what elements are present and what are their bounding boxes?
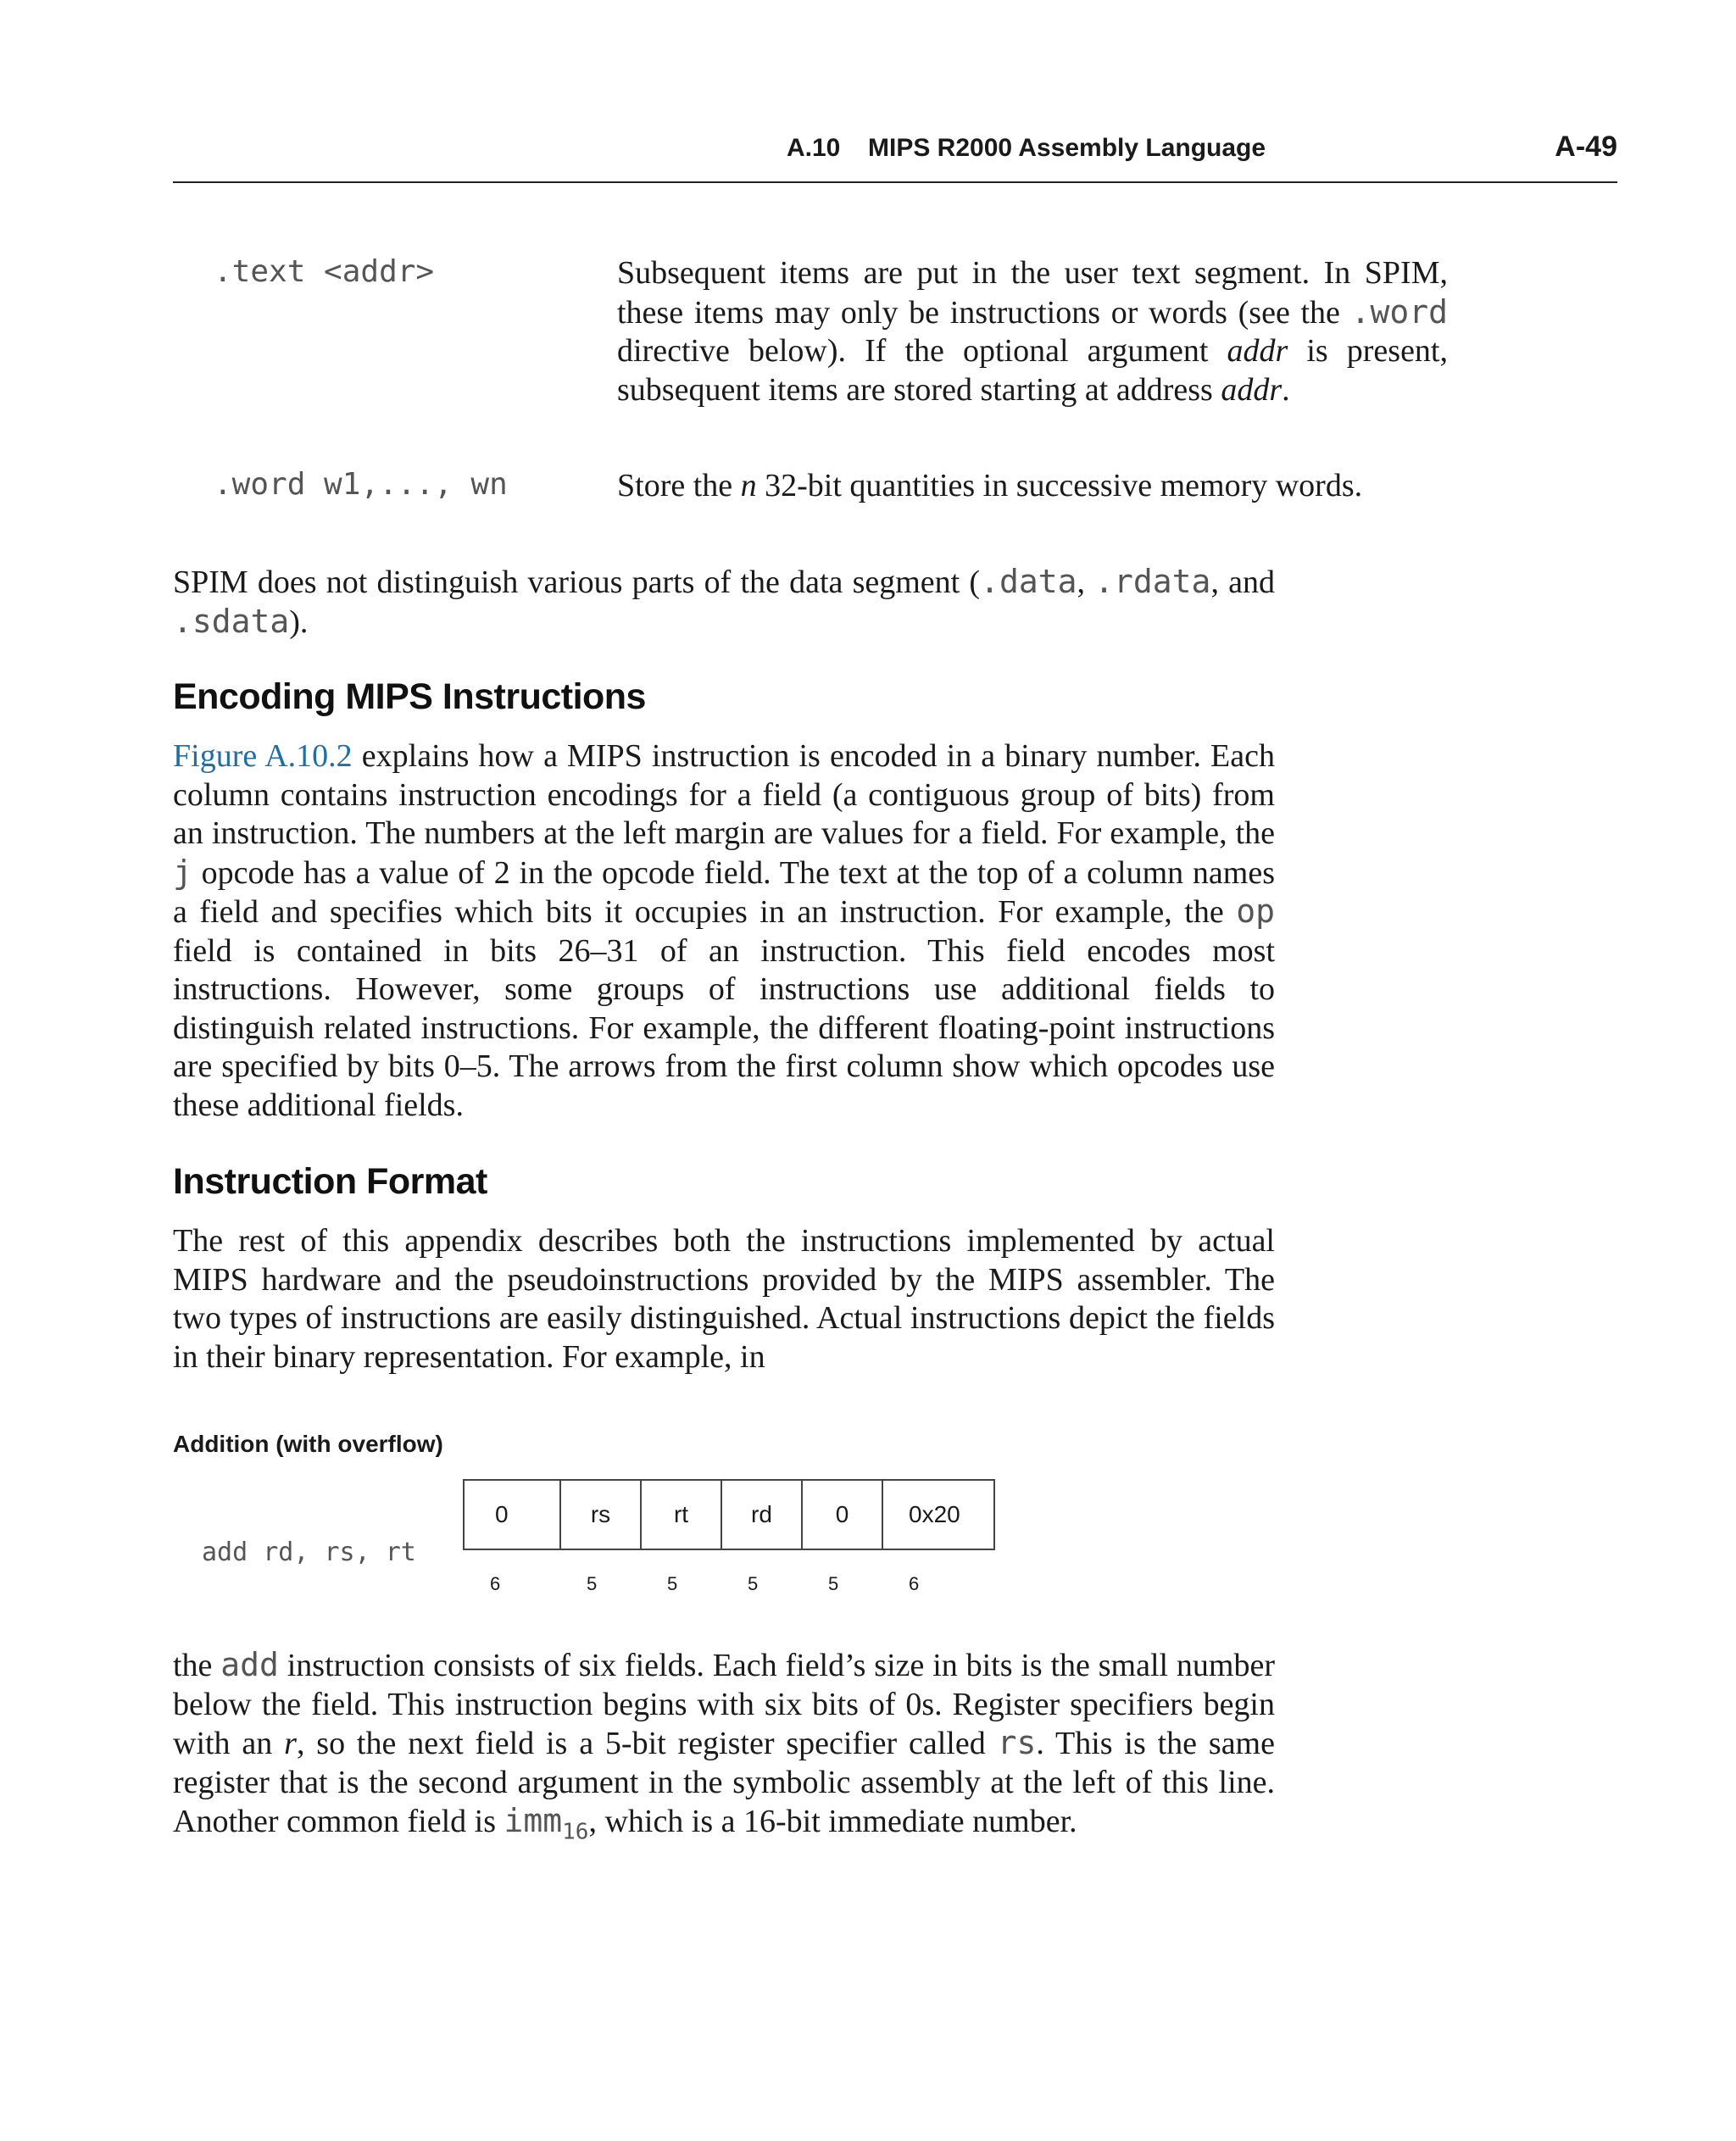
add-explanation-paragraph: the add instruction consists of six fields. Each field’s size in bits is the small number below the field. This instruction begins with six bits of 0s. Register specifiers begin with an r, so the next field is a 5-bit register specifier called rs. This is the same register that is the second argument in the symbolic assembly at the left of this line. Another common field is imm$_{16}$, which is a 16-bit immediate number. [173, 1646, 1275, 1845]
header-section-number: A.10 [787, 134, 841, 162]
directive-description: Subsequent items are put in the user text segment. In SPIM, these items may only be instructions or words (see the .word directive below). If the optional argument addr is present, subsequent items are stored starting at address addr. [617, 255, 1448, 408]
section-heading-encoding: Encoding MIPS Instructions [173, 676, 646, 717]
field-rd: rd [722, 1481, 803, 1549]
field-funct: 0x20 [883, 1481, 995, 1549]
running-header [173, 127, 1617, 183]
header-title: MIPS R2000 Assembly Language [868, 134, 1266, 162]
field-size: 5 [667, 1573, 678, 1594]
field-size: 5 [828, 1573, 839, 1594]
field-rt: rt [642, 1481, 722, 1549]
field-rs: rs [561, 1481, 642, 1549]
assembly-syntax: add rd, rs, rt [202, 1538, 416, 1567]
field-size: 5 [748, 1573, 759, 1594]
field-size: 6 [490, 1573, 501, 1594]
section-heading-format: Instruction Format [173, 1161, 487, 1202]
instruction-field-diagram [463, 1479, 995, 1550]
directive-code: .word w1,..., wn [214, 467, 508, 502]
figure-link[interactable]: Figure A.10.2 [173, 738, 353, 774]
example-title: Addition (with overflow) [173, 1431, 443, 1457]
field-shamt: 0 [803, 1481, 883, 1549]
encoding-paragraph: Figure A.10.2 explains how a MIPS instruction is encoded in a binary number. Each column contains instruction encodings for a field (a contiguous group of bits) from an instruction. The numbers at the left margin are values for a field. For example, the j opcode has a value of 2 in the opcode field. The text at the top of a column names a field and specifies which bits it occupies in an instruction. For example, the op field is contained in bits 26–31 of an instruction. This field encodes most instructions. However, some groups of instructions use additional fields to distinguish related instructions. For example, the different floating-point instructions are specified by bits 0–5. The arrows from the first column show which opcodes use these additional fields. [173, 738, 1275, 1123]
page-number: A-49 [1555, 131, 1617, 163]
format-paragraph: The rest of this appendix describes both the instructions implemented by actual MIPS hardware and the pseudoinstructions provided by the MIPS assembler. The two types of instructions are easily distinguished. Actual instructions depict the fields in their binary representation. For example, in [173, 1223, 1275, 1375]
spim-data-segment-paragraph: SPIM does not distinguish various parts of the data segment (.data, .rdata, and .sdata). [173, 563, 1275, 640]
directive-code: .text <addr> [214, 254, 435, 289]
field-opcode: 0 [465, 1481, 561, 1549]
field-size: 5 [587, 1573, 598, 1594]
field-size: 6 [909, 1573, 920, 1594]
directive-description: Store the n 32-bit quantities in successive memory words. [617, 468, 1363, 503]
